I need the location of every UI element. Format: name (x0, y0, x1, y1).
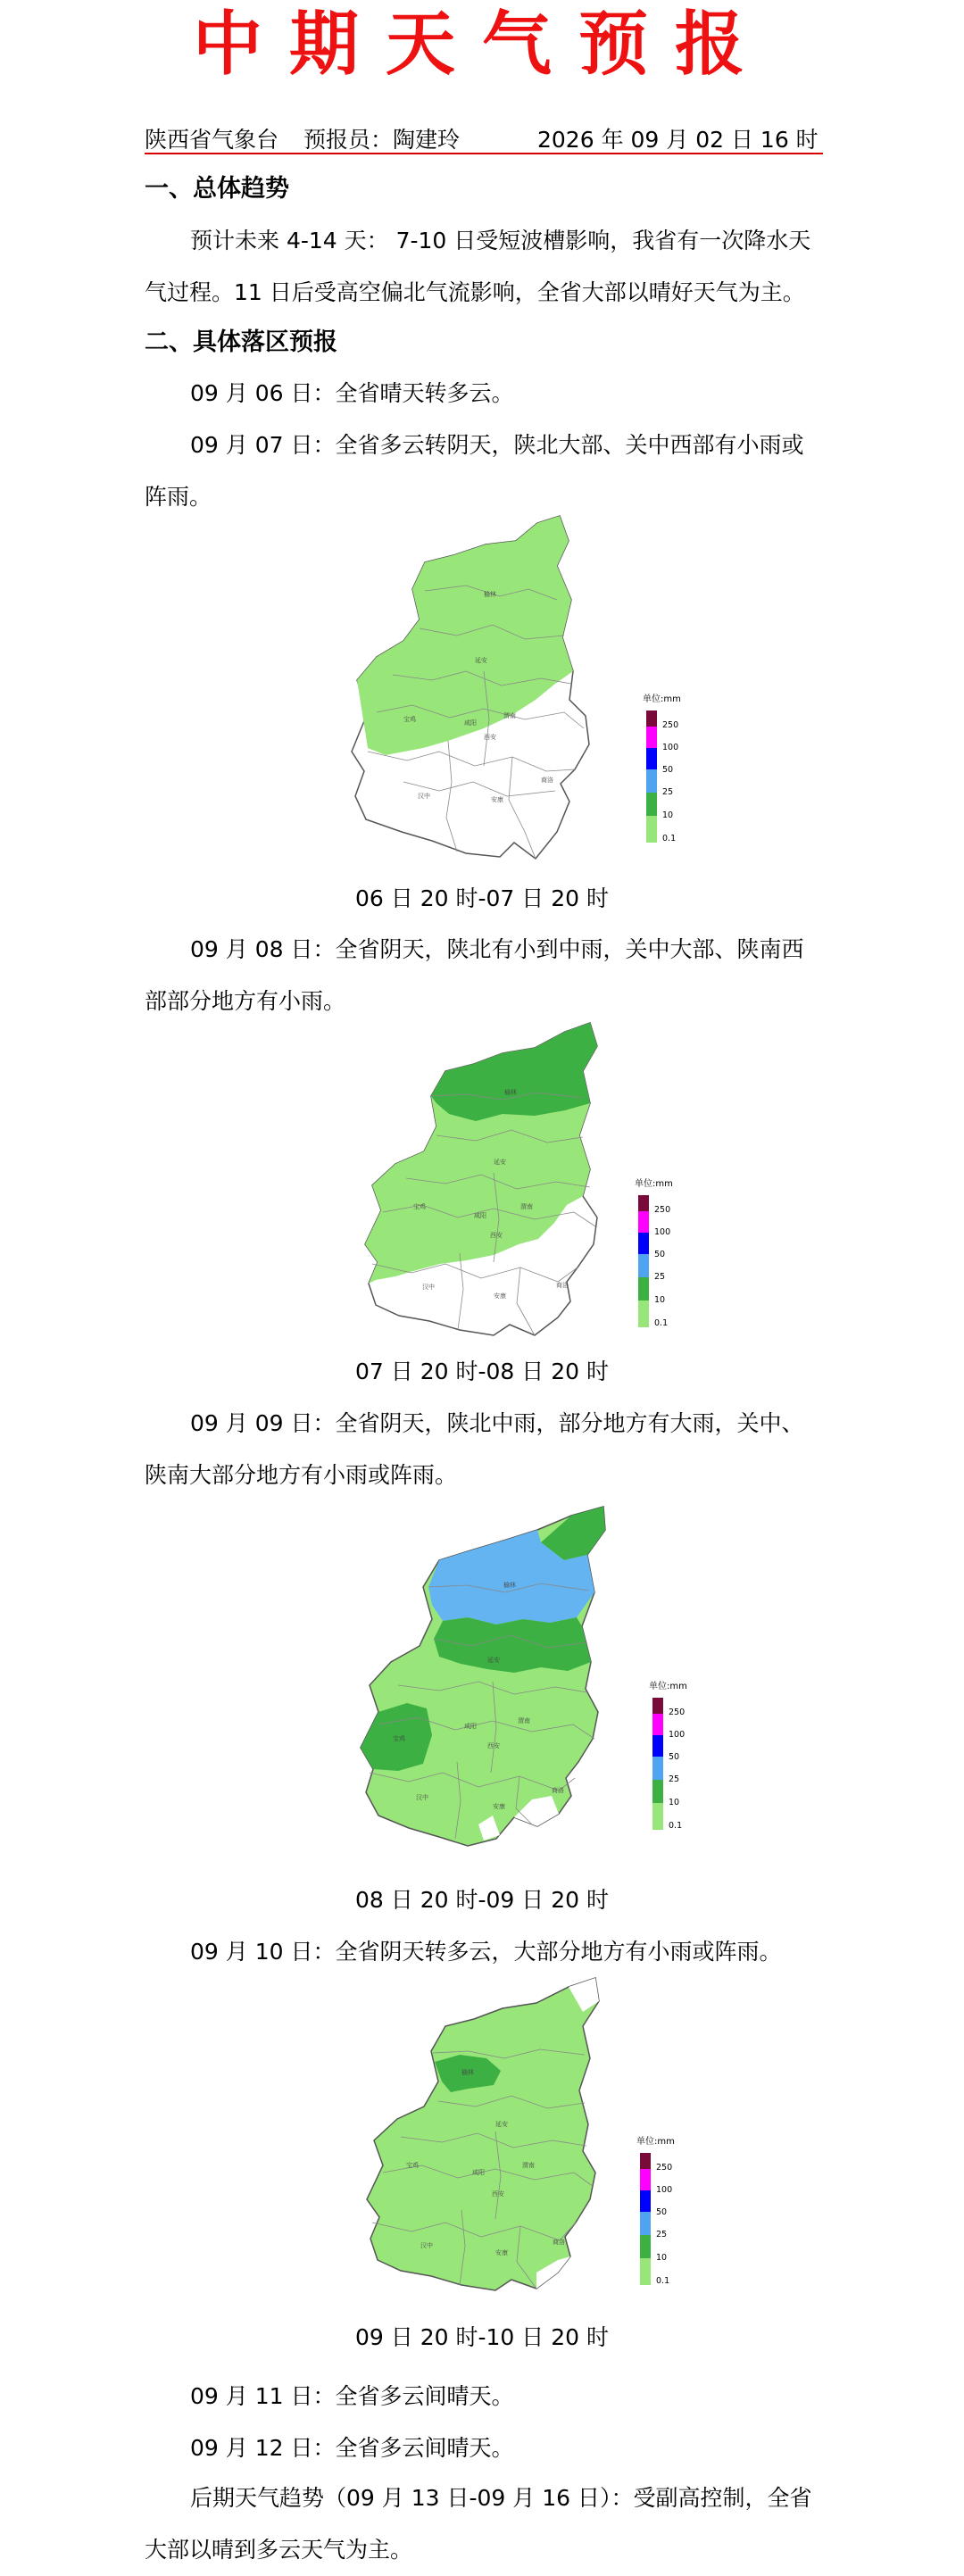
legend-swatch-250 (638, 1195, 649, 1211)
day-07-paragraph (145, 420, 819, 523)
svg-text:宝鸡: 宝鸡 (393, 1735, 405, 1742)
legend-label: 0.1 (669, 1821, 683, 1831)
legend-1 (643, 694, 705, 855)
trend-text: 预计未来 4-14 天： 7-10 日受短波槽影响，我省有一次降水天气过程。11 日后受高空偏北气流影响，全省大部以晴好天气为主。 (145, 228, 811, 305)
svg-text:商洛: 商洛 (541, 777, 553, 784)
legend-label: 25 (656, 2230, 668, 2239)
svg-text:西安: 西安 (490, 1232, 503, 1239)
legend-4 (636, 2137, 699, 2298)
precip-map-1 (350, 514, 618, 866)
map-4-caption: 09 日 20 时-10 日 20 时 (355, 2324, 609, 2350)
legend-swatch-0-1 (640, 2258, 651, 2285)
legend-swatch-0-1 (646, 816, 657, 843)
legend-label: 50 (669, 1752, 680, 1762)
legend-swatch-0-1 (638, 1300, 649, 1327)
svg-text:榆林: 榆林 (503, 1582, 516, 1589)
legend-label: 250 (662, 720, 679, 730)
svg-text:榆林: 榆林 (504, 1089, 517, 1096)
legend-swatch-50 (652, 1735, 663, 1757)
legend-swatch-0-1 (652, 1803, 663, 1830)
legend-3 (649, 1682, 711, 1842)
svg-text:宝鸡: 宝鸡 (413, 1203, 426, 1210)
legend-swatch-100 (646, 727, 657, 748)
legend-swatch-50 (638, 1233, 649, 1254)
legend-swatch-100 (640, 2169, 651, 2190)
svg-text:延安: 延安 (487, 1657, 500, 1664)
svg-text:渭南: 渭南 (503, 712, 516, 719)
svg-text:咸阳: 咸阳 (472, 2169, 485, 2176)
legend-unit: 单位:mm (643, 694, 681, 704)
day-08-text: 09 月 08 日：全省阴天，陕北有小到中雨，关中大部、陕南西部部分地方有小雨。 (145, 936, 804, 1014)
map-2-caption: 07 日 20 时-08 日 20 时 (355, 1359, 609, 1384)
svg-text:渭南: 渭南 (518, 1717, 530, 1724)
legend-label: 50 (656, 2207, 668, 2217)
legend-swatch-100 (652, 1714, 663, 1735)
svg-text:汉中: 汉中 (422, 1284, 435, 1291)
legend-swatch-25 (652, 1757, 663, 1780)
legend-label: 25 (669, 1774, 680, 1784)
legend-label: 50 (654, 1250, 666, 1259)
legend-label: 100 (654, 1227, 671, 1237)
legend-label: 250 (656, 2163, 673, 2173)
svg-text:榆林: 榆林 (484, 591, 496, 598)
day-11-text: 09 月 11 日：全省多云间晴天。 (190, 2383, 514, 2409)
svg-text:延安: 延安 (475, 657, 487, 664)
legend-label: 250 (669, 1708, 686, 1717)
svg-text:榆林: 榆林 (461, 2069, 474, 2076)
page-title: 中期天气预报 (192, 4, 771, 85)
day-08-paragraph (145, 924, 819, 1027)
legend-unit: 单位:mm (649, 1682, 687, 1691)
svg-text:咸阳: 咸阳 (464, 719, 477, 727)
legend-label: 25 (662, 787, 674, 797)
svg-text:安康: 安康 (491, 796, 503, 803)
later-trend-text: 后期天气趋势（09 月 13 日-09 月 16 日）：受副高控制，全省大部以晴到多云天气为主。 (145, 2485, 812, 2563)
svg-text:西安: 西安 (484, 734, 496, 741)
legend-swatch-250 (652, 1698, 663, 1714)
svg-text:宝鸡: 宝鸡 (403, 716, 416, 723)
later-trend-paragraph (145, 2472, 819, 2576)
svg-text:西安: 西安 (492, 2190, 504, 2198)
header-divider (145, 153, 823, 154)
legend-2 (635, 1179, 697, 1340)
legend-label: 0.1 (662, 834, 677, 843)
svg-text:汉中: 汉中 (418, 793, 430, 800)
svg-text:咸阳: 咸阳 (464, 1723, 477, 1730)
precip-map-4 (362, 1976, 608, 2301)
svg-text:延安: 延安 (495, 2121, 508, 2128)
svg-text:延安: 延安 (494, 1159, 506, 1166)
svg-text:汉中: 汉中 (420, 2242, 433, 2249)
trend-paragraph (145, 215, 819, 319)
day-07-text: 09 月 07 日：全省多云转阴天，陕北大部、关中西部有小雨或阵雨。 (145, 432, 804, 510)
svg-text:商洛: 商洛 (553, 2239, 565, 2246)
legend-unit: 单位:mm (636, 2137, 675, 2147)
day-06-text: 09 月 06 日：全省晴天转多云。 (190, 380, 514, 406)
svg-text:安康: 安康 (493, 1803, 505, 1810)
svg-text:商洛: 商洛 (556, 1282, 569, 1289)
legend-swatch-10 (638, 1277, 649, 1300)
day-12-text: 09 月 12 日：全省多云间晴天。 (190, 2435, 514, 2461)
legend-swatch-50 (646, 748, 657, 769)
legend-swatch-25 (640, 2212, 651, 2235)
legend-swatch-250 (640, 2153, 651, 2169)
legend-label: 100 (656, 2185, 673, 2195)
precip-map-2 (360, 1021, 617, 1342)
day-11-paragraph (145, 2371, 819, 2422)
svg-text:商洛: 商洛 (552, 1787, 564, 1794)
svg-text:汉中: 汉中 (416, 1794, 428, 1801)
day-06-paragraph (145, 368, 819, 420)
svg-text:安康: 安康 (495, 2249, 508, 2256)
day-09-text: 09 月 09 日：全省阴天，陕北中雨，部分地方有大雨，关中、陕南大部分地方有小雨或阵雨。 (145, 1410, 804, 1488)
svg-text:咸阳: 咸阳 (474, 1212, 486, 1219)
legend-label: 10 (656, 2253, 668, 2263)
precip-map-3 (353, 1505, 612, 1860)
legend-swatch-25 (646, 769, 657, 793)
svg-text:渭南: 渭南 (522, 2162, 535, 2169)
legend-label: 50 (662, 765, 674, 775)
trend-heading: 一、总体趋势 (145, 175, 289, 203)
legend-swatch-10 (640, 2235, 651, 2258)
legend-label: 0.1 (654, 1318, 669, 1328)
day-09-paragraph (145, 1398, 819, 1501)
legend-label: 100 (662, 743, 679, 752)
day-12-paragraph (145, 2422, 819, 2474)
legend-label: 10 (669, 1798, 680, 1807)
svg-text:渭南: 渭南 (520, 1203, 533, 1210)
map-3-caption: 08 日 20 时-09 日 20 时 (355, 1887, 609, 1913)
agency-name: 陕西省气象台 (145, 127, 279, 153)
legend-swatch-50 (640, 2190, 651, 2212)
svg-text:安康: 安康 (494, 1292, 506, 1300)
legend-label: 100 (669, 1730, 686, 1740)
legend-label: 10 (654, 1295, 666, 1305)
legend-swatch-250 (646, 710, 657, 727)
legend-swatch-100 (638, 1211, 649, 1233)
legend-swatch-25 (638, 1254, 649, 1277)
legend-label: 0.1 (656, 2276, 670, 2286)
issue-time: 2026 年 09 月 02 日 16 时 (537, 127, 819, 153)
day-10-paragraph (145, 1926, 819, 1978)
legend-swatch-10 (646, 793, 657, 816)
legend-swatch-10 (652, 1780, 663, 1803)
legend-label: 10 (662, 810, 674, 820)
legend-label: 25 (654, 1272, 666, 1282)
svg-text:宝鸡: 宝鸡 (406, 2162, 419, 2169)
legend-unit: 单位:mm (635, 1179, 673, 1189)
forecaster-name: 预报员：陶建玲 (303, 127, 461, 153)
detail-heading: 二、具体落区预报 (145, 328, 337, 356)
legend-label: 250 (654, 1205, 671, 1215)
map-1-caption: 06 日 20 时-07 日 20 时 (355, 885, 609, 911)
svg-text:西安: 西安 (487, 1742, 500, 1749)
day-10-text: 09 月 10 日：全省阴天转多云，大部分地方有小雨或阵雨。 (190, 1939, 782, 1965)
